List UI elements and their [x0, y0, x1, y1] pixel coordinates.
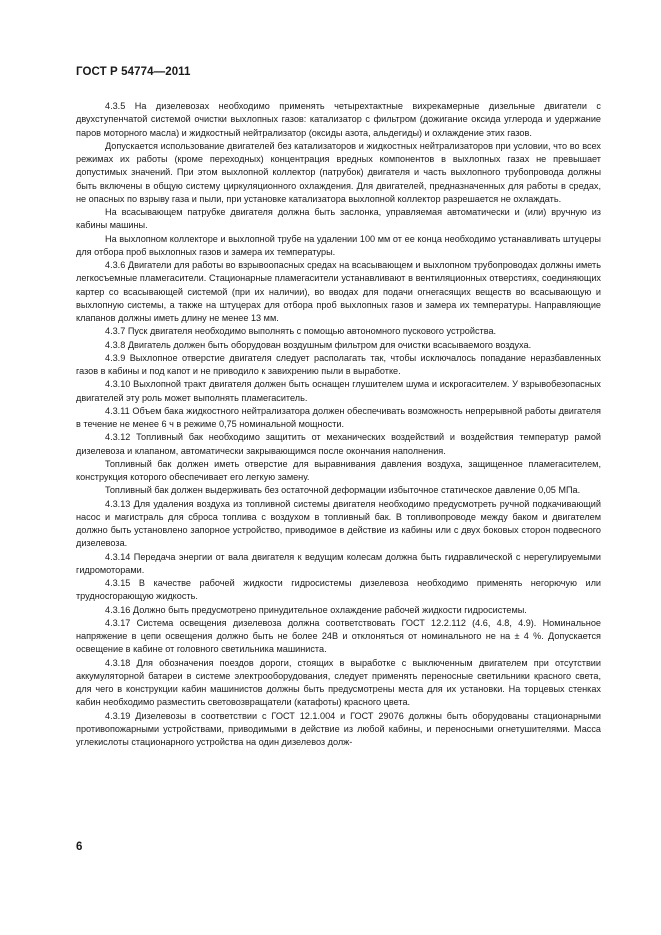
paragraph-4-3-9: 4.3.9 Выхлопное отверстие двигателя следует располагать так, чтобы исключалось попадание неразбавленных газов в кабины и под капот и не приводило к завихрению пыли в выработке.: [76, 352, 601, 376]
paragraph-4-3-12: 4.3.12 Топливный бак необходимо защитить от механических воздействий и воздействия температур рамой дизелевоза и клапаном, автоматически закрывающимся после окончания наполнения.: [76, 432, 601, 456]
document-header: ГОСТ Р 54774—2011: [76, 66, 191, 78]
paragraph-tank-pressure: Топливный бак должен выдерживать без остаточной деформации избыточное статическое давление 0,05 МПа.: [105, 485, 581, 496]
paragraph-4-3-13: 4.3.13 Для удаления воздуха из топливной системы двигателя необходимо предусмотреть ручной подкачивающий насос и магистраль для сброса топлива с воздухом в топливный бак. В топливопроводе между баком и двигателем должно быть установлено запорное устройство, приводимое в действие из кабины или с двух боковых сторон подвесного дизелевоза.: [76, 498, 601, 549]
paragraph-4-3-17: 4.3.17 Система освещения дизелевоза должна соответствовать ГОСТ 12.2.112 (4.6, 4.8, 4.9). Номинальное напряжение в цепи освещения должно быть не более 24В и отклоняться от номинального не на ± 4 %. Допускается освещение в кабине от головного светильника машиниста.: [76, 617, 601, 655]
paragraph-engines-without-catalysts: Допускается использование двигателей без катализаторов и жидкостных нейтрализаторов при условии, что во всех режимах их работы (кроме переходных) концентрация вредных компонентов в выхлопных газах не превышает допустимых значений. При этом выхлопной коллектор (патрубок) двигателя и часть выхлопного трубопровода должны быть включены в общую систему циркуляционного охлаждения. Для двигателей, предназначенных для работы в средах, не опасных по взрыву газа и пыли, при установке катализатора выхлопной коллектор разрешается не охлаждать.: [76, 140, 601, 204]
paragraph-4-3-19: 4.3.19 Дизелевозы в соответствии с ГОСТ 12.1.004 и ГОСТ 29076 должны быть оборудованы стационарными противопожарными устройствами, приводимыми в действие из любой кабины, и переносными огнетушителями. Масса углекислоты стационарного устройства на один дизелевоз долж-: [76, 710, 601, 747]
document-body: [76, 100, 601, 749]
paragraph-4-3-10: 4.3.10 Выхлопной тракт двигателя должен быть оснащен глушителем шума и искрогасителем. У взрывобезопасных двигателей эту роль может выполнять пламегаситель.: [76, 379, 601, 403]
paragraph-4-3-15: 4.3.15 В качестве рабочей жидкости гидросистемы дизелевоза необходимо применять негорючую или трудносгорающую жидкость.: [76, 578, 601, 602]
paragraph-4-3-14: 4.3.14 Передача энергии от вала двигателя к ведущим колесам должна быть гидравлической с нерегулируемыми гидромоторами.: [76, 551, 601, 575]
paragraph-4-3-11: 4.3.11 Объем бака жидкостного нейтрализатора должен обеспечивать возможность непрерывной работы двигателя в течение не менее 6 ч в режиме 0,75 номинальной мощности.: [76, 405, 601, 429]
paragraph-4-3-16: 4.3.16 Должно быть предусмотрено принудительное охлаждение рабочей жидкости гидросистемы.: [105, 604, 527, 615]
paragraph-sampling-fittings: На выхлопном коллекторе и выхлопной трубе на удалении 100 мм от ее конца необходимо устанавливать штуцеры для отбора проб выхлопных газов и замера их температуры.: [76, 233, 601, 257]
paragraph-4-3-8: 4.3.8 Двигатель должен быть оборудован воздушным фильтром для очистки всасываемого воздуха.: [105, 339, 532, 350]
paragraph-4-3-7: 4.3.7 Пуск двигателя необходимо выполнять с помощью автономного пускового устройства.: [105, 326, 497, 337]
paragraph-4-3-6: 4.3.6 Двигатели для работы во взрывоопасных средах на всасывающем и выхлопном трубопроводах должны иметь легкосъемные пламегасители. Стационарные пламегасители устанавливают в вентиляционных отверстиях, соединяющих картер со всасывающей системой (при их наличии), во вводах для подачи огнегасящих веществ во всасывающую и выхлопную системы, а также на штуцерах для отбора проб выхлопных газов и замера их температуры. Направляющие клапанов должны иметь длину не менее 13 мм.: [76, 260, 601, 323]
paragraph-4-3-5: 4.3.5 На дизелевозах необходимо применять четырехтактные вихрекамерные дизельные двигатели с двухступенчатой системой очистки выхлопных газов: катализатор с фильтром (дожигание оксида углерода и удержание паров моторного масла) и жидкостный нейтрализатор (оксиды азота, альдегиды) и охлаждение этих газов.: [76, 101, 601, 138]
paragraph-tank-vent: Топливный бак должен иметь отверстие для выравнивания давления воздуха, защищенное пламегасителем, конструкция которого обеспечивает его легкую замену.: [76, 458, 601, 482]
paragraph-4-3-18: 4.3.18 Для обозначения поездов дороги, стоящих в выработке с выключенным двигателем при отсутствии аккумуляторной батареи в системе электрооборудования, следует применять переносные светильники красного света, для чего в конструкции кабин машинистов должны быть предусмотрены места для их установки. На торцевых стенках кабин необходимо разместить световозвращатели (катафоты) красного цвета.: [76, 657, 601, 708]
paragraph-intake-damper: На всасывающем патрубке двигателя должна быть заслонка, управляемая автоматически и (или) вручную из кабины машины.: [76, 207, 601, 231]
page-number: 6: [76, 841, 83, 853]
